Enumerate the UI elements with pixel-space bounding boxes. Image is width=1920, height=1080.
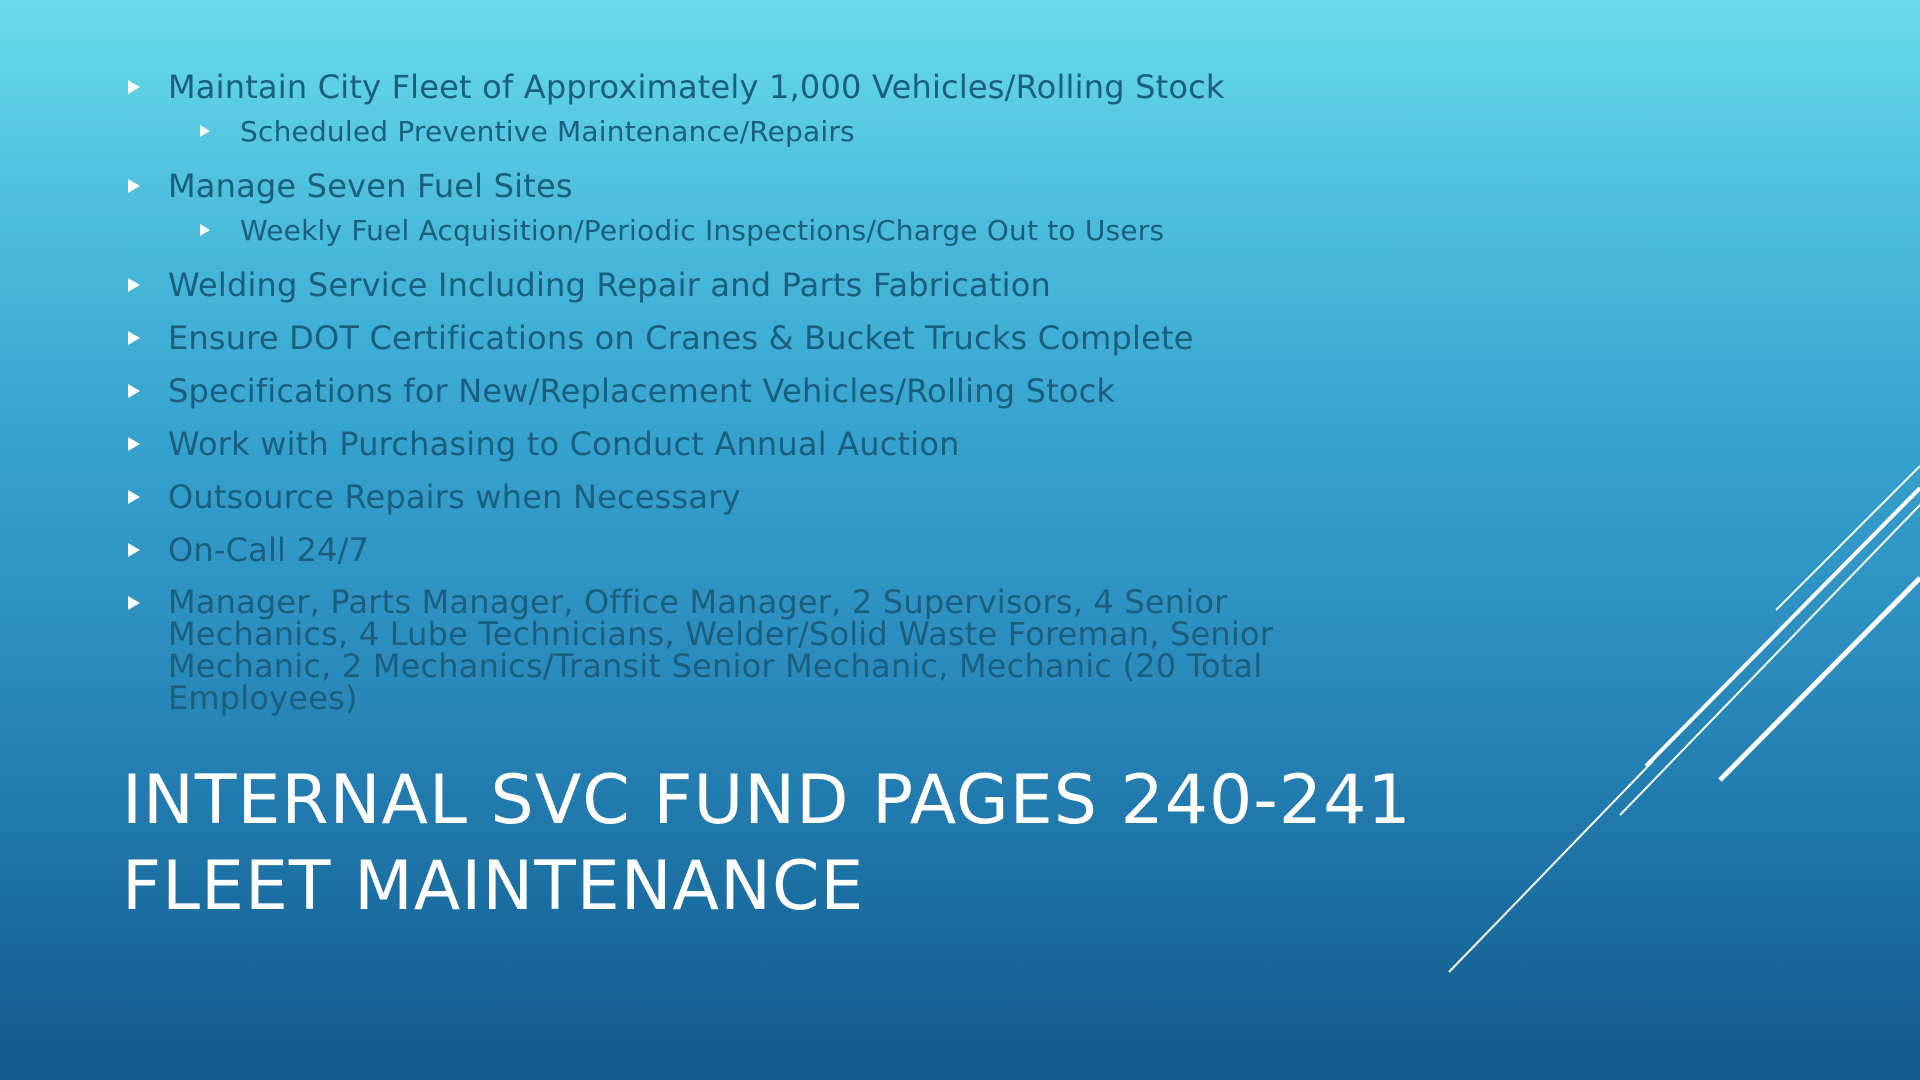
bullet-text: Ensure DOT Certifications on Cranes & Bucket Trucks Complete xyxy=(168,319,1194,357)
bullet-text: Work with Purchasing to Conduct Annual Auction xyxy=(168,425,960,463)
title-line-2: FLEET MAINTENANCE xyxy=(122,847,865,926)
bullet-text: Manager, Parts Manager, Office Manager, 2 Supervisors, 4 Senior Mechanics, 4 Lube Technicians, Welder/Solid Waste Foreman, Senior Mechanic, 2 Mechanics/Transit Senior Mechanic, Mechanic (20 Total Employees) xyxy=(168,583,1274,717)
bullet-text: Scheduled Preventive Maintenance/Repairs xyxy=(240,115,855,148)
bullet-text: Welding Service Including Repair and Parts Fabrication xyxy=(168,266,1051,304)
decor-line-3 xyxy=(1620,505,1920,815)
decor-line-1 xyxy=(1776,466,1920,610)
bullet-text: Manage Seven Fuel Sites xyxy=(168,167,573,205)
decor-line-2 xyxy=(1646,488,1920,766)
bullet-text: Outsource Repairs when Necessary xyxy=(168,478,741,516)
bullet-text: On-Call 24/7 xyxy=(168,531,370,569)
title-line-1: INTERNAL SVC FUND PAGES 240-241 xyxy=(122,761,1412,840)
decor-line-5 xyxy=(1449,761,1653,972)
bullet-text: Maintain City Fleet of Approximately 1,000 Vehicles/Rolling Stock xyxy=(168,68,1225,106)
bullet-text: Specifications for New/Replacement Vehicles/Rolling Stock xyxy=(168,372,1116,410)
bullet-text: Weekly Fuel Acquisition/Periodic Inspections/Charge Out to Users xyxy=(240,214,1165,247)
